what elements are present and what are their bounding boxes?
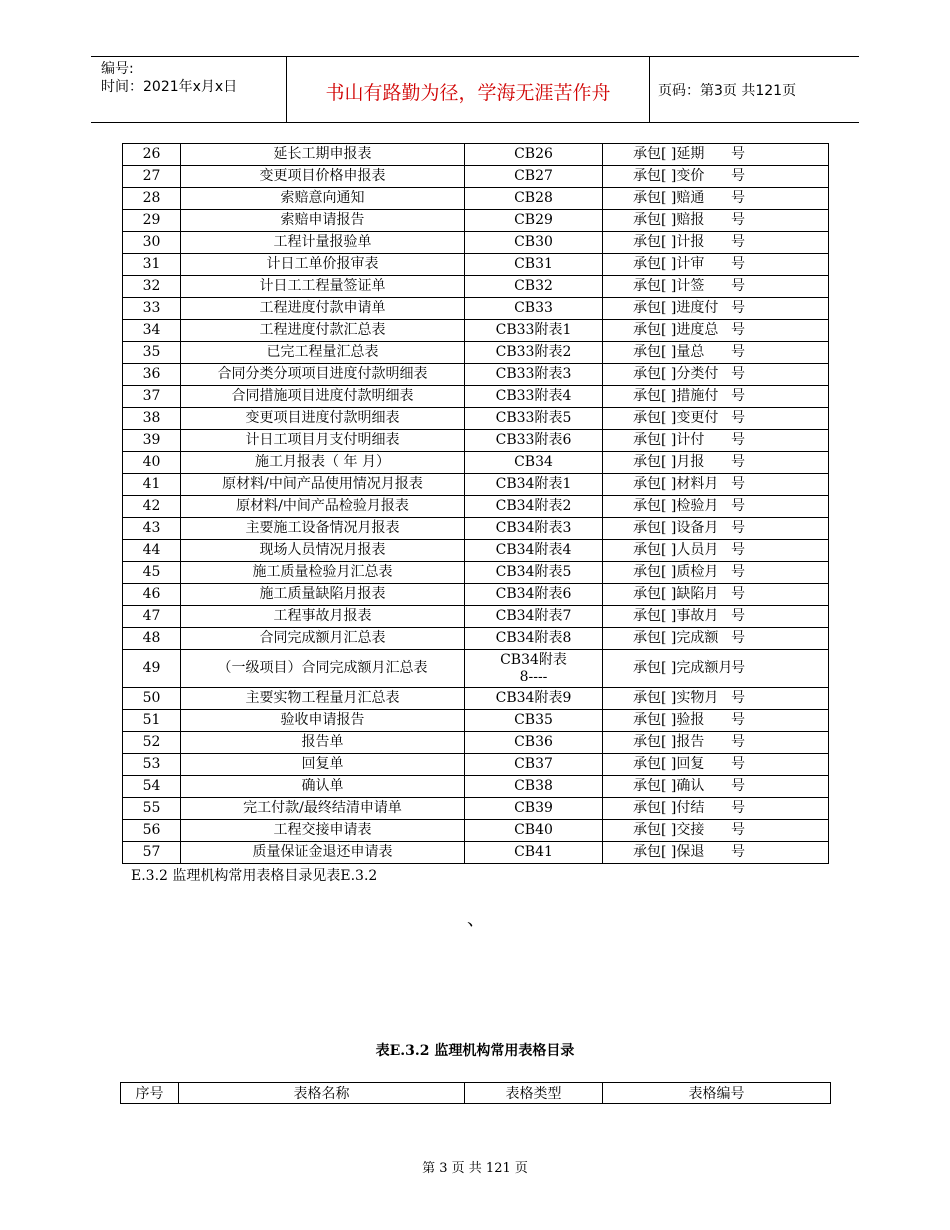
form-code-text: CB34附表 [500,651,567,668]
form-code-text: CB34附表2 [495,498,572,514]
reference-prefix: 承包[ ]完成额月 [633,660,733,676]
form-reference [603,650,829,688]
header-divider-right [649,57,650,122]
header-page-info: 页码：第3页 共121页 [658,83,797,99]
table-row [123,688,829,710]
form-name: 质量保证金退还申请表 [181,842,465,864]
page-footer: 第 3 页 共 121 页 [422,1161,528,1176]
form-code [465,364,603,386]
reference-prefix: 承包[ ]报告 [633,734,705,750]
table-row [123,408,829,430]
form-reference [603,430,829,452]
form-reference [603,628,829,650]
row-number: 55 [123,798,181,820]
reference-prefix: 承包[ ]措施付 [633,388,719,404]
reference-prefix: 承包[ ]计报 [633,234,705,250]
table-row [123,364,829,386]
document-number-label: 编号: [101,61,134,77]
form-name: 索赔申请报告 [181,210,465,232]
form-name: 工程计量报验单 [181,232,465,254]
form-reference [603,254,829,276]
form-code-text: CB30 [514,234,553,250]
form-code [465,798,603,820]
form-code [465,562,603,584]
reference-suffix: 号 [731,542,745,558]
form-list-table [122,143,829,864]
form-code [465,776,603,798]
form-reference [603,518,829,540]
reference-prefix: 承包[ ]延期 [633,146,705,162]
form-code-text: CB34附表4 [495,542,572,558]
table-row [123,144,829,166]
form-reference [603,540,829,562]
form-code-text: CB33 [514,300,553,316]
row-number: 53 [123,754,181,776]
form-code-text: CB38 [514,778,553,794]
reference-suffix: 号 [731,844,745,860]
header-cell-name: 表格名称 [179,1083,465,1104]
row-number: 38 [123,408,181,430]
table-row [123,276,829,298]
table-row [123,342,829,364]
form-name: 工程进度付款申请单 [181,298,465,320]
reference-prefix: 承包[ ]月报 [633,454,705,470]
reference-suffix: 号 [731,432,745,448]
reference-suffix: 号 [731,168,745,184]
form-reference [603,386,829,408]
form-reference [603,798,829,820]
row-number: 33 [123,298,181,320]
form-name: 变更项目价格申报表 [181,166,465,188]
form-code [465,232,603,254]
reference-suffix: 号 [731,366,745,382]
row-number: 42 [123,496,181,518]
form-code-text: CB29 [514,212,553,228]
form-name: 主要施工设备情况月报表 [181,518,465,540]
form-code [465,254,603,276]
form-reference [603,452,829,474]
reference-prefix: 承包[ ]进度付 [633,300,719,316]
table-row [123,754,829,776]
form-name: 工程事故月报表 [181,606,465,628]
form-code-text: CB33附表3 [495,366,572,382]
form-name: 延长工期申报表 [181,144,465,166]
form-code-text: CB33附表5 [495,410,572,426]
form-reference [603,754,829,776]
form-code [465,320,603,342]
reference-suffix: 号 [731,146,745,162]
form-name: 合同完成额月汇总表 [181,628,465,650]
reference-suffix: 号 [731,690,745,706]
form-code-text: CB34附表5 [495,564,572,580]
row-number: 52 [123,732,181,754]
reference-suffix: 号 [731,322,745,338]
form-code [465,518,603,540]
form-code [465,210,603,232]
form-code [465,276,603,298]
table-row [123,650,829,688]
reference-suffix: 号 [731,734,745,750]
form-name: 原材料/中间产品使用情况月报表 [181,474,465,496]
reference-prefix: 承包[ ]完成额 [633,630,719,646]
form-reference [603,776,829,798]
table-row [123,298,829,320]
row-number: 57 [123,842,181,864]
reference-prefix: 承包[ ]分类付 [633,366,719,382]
reference-suffix: 号 [731,520,745,536]
reference-prefix: 承包[ ]计审 [633,256,705,272]
row-number: 34 [123,320,181,342]
form-name: 报告单 [181,732,465,754]
reference-suffix: 号 [731,212,745,228]
row-number: 49 [123,650,181,688]
row-number: 26 [123,144,181,166]
form-reference [603,320,829,342]
reference-suffix: 号 [731,256,745,272]
reference-prefix: 承包[ ]缺陷月 [633,586,719,602]
form-reference [603,584,829,606]
table-row [123,232,829,254]
table-row [123,710,829,732]
row-number: 44 [123,540,181,562]
reference-prefix: 承包[ ]付结 [633,800,705,816]
form-code-text: CB34附表8 [495,630,572,646]
form-code-text: CB31 [514,256,553,272]
reference-prefix: 承包[ ]人员月 [633,542,719,558]
reference-suffix: 号 [731,454,745,470]
row-number: 47 [123,606,181,628]
stray-mark: 、 [467,909,485,930]
reference-suffix: 号 [731,756,745,772]
row-number: 31 [123,254,181,276]
reference-suffix: 号 [731,344,745,360]
form-reference [603,364,829,386]
reference-suffix: 号 [731,586,745,602]
form-list-body [123,144,829,864]
reference-suffix: 号 [731,608,745,624]
form-code [465,430,603,452]
table-row [123,820,829,842]
form-code [465,408,603,430]
header-cell-type: 表格类型 [465,1083,603,1104]
row-number: 30 [123,232,181,254]
reference-suffix: 号 [731,190,745,206]
form-reference [603,210,829,232]
reference-suffix: 号 [731,278,745,294]
form-reference [603,276,829,298]
form-code [465,474,603,496]
form-name: 合同措施项目进度付款明细表 [181,386,465,408]
reference-prefix: 承包[ ]变更付 [633,410,719,426]
reference-prefix: 承包[ ]验报 [633,712,705,728]
reference-prefix: 承包[ ]计付 [633,432,705,448]
row-number: 39 [123,430,181,452]
reference-prefix: 承包[ ]进度总 [633,322,719,338]
reference-prefix: 承包[ ]赔通 [633,190,705,206]
reference-suffix: 号 [731,778,745,794]
table-row [123,474,829,496]
reference-prefix: 承包[ ]计签 [633,278,705,294]
form-code [465,496,603,518]
reference-suffix: 号 [731,234,745,250]
form-reference [603,710,829,732]
table-row [123,842,829,864]
reference-suffix: 号 [731,410,745,426]
form-code [465,628,603,650]
form-code-continued: 8---- [519,668,548,685]
reference-suffix: 号 [731,476,745,492]
table-row [123,166,829,188]
row-number: 40 [123,452,181,474]
reference-suffix: 号 [731,630,745,646]
table-row [123,254,829,276]
header-bottom-rule [91,122,859,123]
form-name: 验收申请报告 [181,710,465,732]
row-number: 28 [123,188,181,210]
header-cell-code: 表格编号 [603,1083,831,1104]
table-row [123,430,829,452]
row-number: 41 [123,474,181,496]
form-reference [603,842,829,864]
form-code [465,820,603,842]
form-code-text: CB35 [514,712,553,728]
supervision-form-table [120,1082,831,1104]
reference-suffix: 号 [731,498,745,514]
form-name: 回复单 [181,754,465,776]
reference-prefix: 承包[ ]赔报 [633,212,705,228]
row-number: 36 [123,364,181,386]
row-number: 51 [123,710,181,732]
form-code-text: CB34附表1 [495,476,572,492]
table-row [123,776,829,798]
row-number: 54 [123,776,181,798]
form-code-text: CB34附表3 [495,520,572,536]
form-name: 变更项目进度付款明细表 [181,408,465,430]
reference-suffix: 号 [731,822,745,838]
form-reference [603,408,829,430]
header-motto: 书山有路勤为径，学海无涯苦作舟 [325,82,611,104]
form-code [465,584,603,606]
reference-prefix: 承包[ ]确认 [633,778,705,794]
row-number: 27 [123,166,181,188]
form-code-text: CB36 [514,734,553,750]
form-name: 工程进度付款汇总表 [181,320,465,342]
reference-suffix: 号 [731,300,745,316]
form-code [465,606,603,628]
form-name: 计日工单价报审表 [181,254,465,276]
header-cell-index: 序号 [121,1083,179,1104]
form-code-text: CB28 [514,190,553,206]
reference-prefix: 承包[ ]实物月 [633,690,719,706]
table-row [123,628,829,650]
table-row [123,188,829,210]
reference-prefix: 承包[ ]材料月 [633,476,719,492]
form-code-text: CB34附表7 [495,608,572,624]
reference-prefix: 承包[ ]质检月 [633,564,719,580]
form-name: 计日工项目月支付明细表 [181,430,465,452]
table-row [123,562,829,584]
header-top-rule [91,56,859,57]
row-number: 35 [123,342,181,364]
form-name: 施工质量检验月汇总表 [181,562,465,584]
row-number: 32 [123,276,181,298]
form-reference [603,188,829,210]
form-name: （一级项目）合同完成额月汇总表 [181,650,465,688]
form-code [465,650,603,688]
form-name: 已完工程量汇总表 [181,342,465,364]
reference-suffix: 号 [731,712,745,728]
row-number: 29 [123,210,181,232]
reference-prefix: 承包[ ]交接 [633,822,705,838]
row-number: 46 [123,584,181,606]
form-name: 施工月报表（ 年 月） [181,452,465,474]
table-row [123,518,829,540]
table-header-row [121,1083,831,1104]
form-name: 施工质量缺陷月报表 [181,584,465,606]
reference-suffix: 号 [731,388,745,404]
form-code [465,842,603,864]
form-code-text: CB33附表2 [495,344,572,360]
form-name: 索赔意向通知 [181,188,465,210]
form-code-text: CB27 [514,168,553,184]
form-name: 完工付款/最终结清申请单 [181,798,465,820]
reference-prefix: 承包[ ]量总 [633,344,705,360]
form-reference [603,496,829,518]
form-name: 工程交接申请表 [181,820,465,842]
reference-prefix: 承包[ ]变价 [633,168,705,184]
form-reference [603,820,829,842]
reference-suffix: 号 [731,564,745,580]
row-number: 56 [123,820,181,842]
form-code [465,540,603,562]
row-number: 37 [123,386,181,408]
header-meta [101,60,237,96]
form-name: 现场人员情况月报表 [181,540,465,562]
row-number: 45 [123,562,181,584]
form-code [465,754,603,776]
form-code-text: CB34 [514,454,553,470]
form-name: 确认单 [181,776,465,798]
form-code [465,732,603,754]
form-code-text: CB34附表9 [495,690,572,706]
table-row [123,584,829,606]
table-row [123,606,829,628]
reference-suffix: 号 [731,800,745,816]
row-number: 50 [123,688,181,710]
reference-suffix: 号 [731,660,745,676]
table-row [123,320,829,342]
reference-prefix: 承包[ ]设备月 [633,520,719,536]
form-reference [603,732,829,754]
form-reference [603,342,829,364]
row-number: 48 [123,628,181,650]
table-row [123,496,829,518]
form-code [465,452,603,474]
form-code [465,688,603,710]
form-name: 合同分类分项项目进度付款明细表 [181,364,465,386]
table-row [123,540,829,562]
form-code [465,342,603,364]
form-reference [603,232,829,254]
form-code [465,298,603,320]
form-code [465,386,603,408]
form-reference [603,474,829,496]
form-name: 计日工工程量签证单 [181,276,465,298]
table-row [123,386,829,408]
form-code-text: CB32 [514,278,553,294]
form-reference [603,688,829,710]
form-code-text: CB37 [514,756,553,772]
reference-prefix: 承包[ ]回复 [633,756,705,772]
form-code-text: CB40 [514,822,553,838]
form-code-text: CB33附表4 [495,388,572,404]
form-reference [603,144,829,166]
form-reference [603,562,829,584]
form-reference [603,298,829,320]
reference-prefix: 承包[ ]事故月 [633,608,719,624]
form-code-text: CB39 [514,800,553,816]
form-reference [603,606,829,628]
form-code [465,188,603,210]
form-code [465,144,603,166]
form-code-text: CB34附表6 [495,586,572,602]
table-row [123,210,829,232]
form-code-text: CB33附表1 [495,322,572,338]
table-caption: 表E.3.2 监理机构常用表格目录 [375,1043,575,1059]
row-number: 43 [123,518,181,540]
form-reference [603,166,829,188]
table-row [123,452,829,474]
form-name: 主要实物工程量月汇总表 [181,688,465,710]
table-row [123,732,829,754]
document-time: 时间：2021年x月x日 [101,79,238,95]
reference-prefix: 承包[ ]检验月 [633,498,719,514]
reference-prefix: 承包[ ]保退 [633,844,705,860]
form-code [465,166,603,188]
form-code-text: CB41 [514,844,553,860]
form-code [465,710,603,732]
form-code-text: CB26 [514,146,553,162]
form-name: 原材料/中间产品检验月报表 [181,496,465,518]
section-note: E.3.2 监理机构常用表格目录见表E.3.2 [131,868,378,884]
table-row [123,798,829,820]
form-code-text: CB33附表6 [495,432,572,448]
